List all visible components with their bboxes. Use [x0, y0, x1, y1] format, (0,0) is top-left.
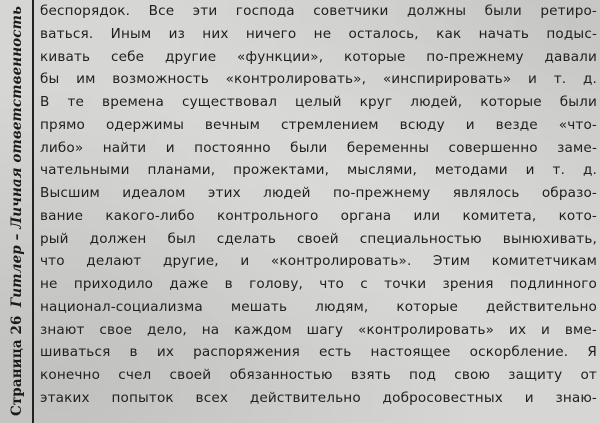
- text-line: прямо одержимы вечным стремлением всюду и везде «что-: [40, 116, 597, 133]
- text-line: чательными планами, прожектами, мыслями, методами и т. д.: [40, 162, 597, 179]
- text-line: Высшим идеалом этих людей по-прежнему являлось образо-: [40, 185, 597, 201]
- text-line: что делают другие, и «контролировать». Этим комитетчикам: [40, 253, 597, 270]
- text-line: знают свое дело, на каждом шагу «контролировать» их и вме-: [40, 321, 597, 338]
- text-line: либо» найти и постоянно были беременны совершенно заме-: [40, 139, 597, 156]
- text-line: беспорядок. Все эти господа советчики должны были ретиро-: [40, 3, 597, 19]
- text-line: бы им возможность «контролировать», «инспирировать» и т. д.: [40, 71, 597, 88]
- margin-divider: [32, 0, 34, 423]
- page-number-label: Страница 26: [9, 315, 25, 416]
- text-line: ваться. Иным из них ничего не осталось, как начать подыс-: [40, 25, 597, 42]
- text-line: конечно счел своей обязанностью взять под свою защиту от: [40, 367, 597, 383]
- page-body-text: [40, 0, 597, 410]
- text-line: национал-социализма мешать людям, которые действительно: [40, 298, 597, 315]
- text-line: В те времена существовал целый круг людей, которые были: [40, 94, 597, 110]
- text-line: вание какого-либо контрольного органа или комитета, кото-: [40, 207, 597, 224]
- running-header: [4, 6, 30, 416]
- text-line: этаких попыток всех действительно добросовестных и знаю-: [40, 389, 597, 406]
- text-line: кивать себе другие «функции», которые по-прежнему давали: [40, 48, 597, 65]
- book-title: Гитлер – Личная ответственность: [9, 6, 25, 308]
- text-line: не приходило даже в голову, что с точки зрения подлинного: [40, 276, 597, 292]
- text-line: шиваться в их распоряжения есть настоящее оскорбление. Я: [40, 344, 597, 361]
- text-line: рый должен был сделать своей специальностью вынюхивать,: [40, 230, 597, 247]
